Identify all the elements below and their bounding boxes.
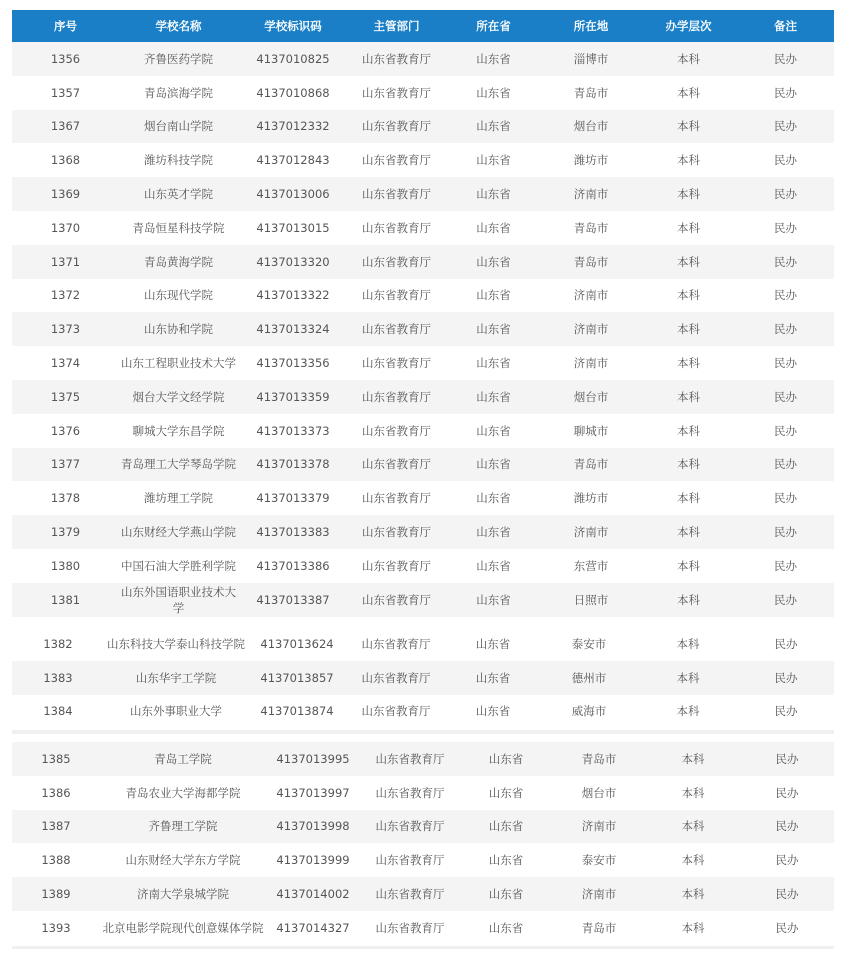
cell-school-name: 潍坊科技学院: [144, 153, 213, 168]
table-row: [12, 776, 834, 810]
cell-school-name: 青岛滨海学院: [144, 85, 213, 100]
cell-school-code: 4137013997: [276, 785, 350, 800]
cell-city: 潍坊市: [573, 153, 609, 168]
cell-note: 民办: [774, 85, 797, 100]
cell-note: 民办: [774, 704, 798, 719]
cell-department: 山东省教育厅: [362, 592, 431, 607]
cell-department: 山东省教育厅: [362, 153, 431, 168]
cell-province: 山东省: [476, 457, 511, 472]
cell-province: 山东省: [488, 887, 524, 902]
cell-note: 民办: [775, 751, 799, 766]
cell-city: 德州市: [571, 670, 607, 685]
cell-seq: 1377: [50, 457, 81, 472]
cell-province: 山东省: [475, 704, 511, 719]
cell-note: 民办: [774, 423, 797, 438]
cell-note: 民办: [774, 491, 797, 506]
cell-school-code: 4137013857: [260, 670, 334, 685]
cell-province: 山东省: [475, 636, 511, 651]
cell-level: 本科: [677, 389, 700, 404]
cell-school-name: 山东财经大学东方学院: [125, 853, 241, 868]
cell-province: 山东省: [488, 819, 524, 834]
header-department: 主管部门: [373, 19, 420, 33]
cell-note: 民办: [775, 887, 799, 902]
cell-school-name: 青岛黄海学院: [144, 254, 213, 269]
cell-school-name: 青岛恒星科技学院: [132, 220, 225, 235]
cell-level: 本科: [677, 491, 700, 506]
cell-note: 民办: [774, 558, 797, 573]
cell-school-code: 4137013379: [256, 491, 330, 506]
table-row: [12, 911, 834, 945]
cell-school-code: 4137013356: [256, 356, 330, 371]
cell-school-name: 中国石油大学胜利学院: [121, 558, 236, 573]
cell-school-code: 4137013998: [276, 819, 350, 834]
cell-city: 威海市: [571, 704, 607, 719]
cell-city: 济南市: [573, 288, 609, 303]
cell-city: 济南市: [581, 887, 617, 902]
cell-city: 潍坊市: [573, 491, 609, 506]
cell-department: 山东省教育厅: [375, 887, 445, 902]
cell-city: 聊城市: [573, 423, 609, 438]
cell-seq: 1382: [43, 636, 73, 651]
table-row: [12, 583, 834, 617]
cell-note: 民办: [775, 785, 799, 800]
cell-note: 民办: [775, 819, 799, 834]
header-school-name: 学校名称: [155, 19, 202, 33]
cell-seq: 1379: [50, 525, 81, 540]
table-row: [12, 661, 834, 695]
cell-level: 本科: [681, 785, 705, 800]
cell-seq: 1383: [43, 670, 73, 685]
table-row: [12, 627, 834, 661]
cell-school-name: 青岛工学院: [154, 751, 212, 766]
cell-city: 青岛市: [573, 85, 609, 100]
cell-department: 山东省教育厅: [362, 491, 431, 506]
cell-department: 山东省教育厅: [362, 288, 431, 303]
cell-school-name: 青岛农业大学海都学院: [125, 785, 241, 800]
cell-seq: 1375: [50, 389, 81, 404]
cell-province: 山东省: [476, 254, 511, 269]
cell-school-name: 青岛理工大学琴岛学院: [121, 457, 236, 472]
cell-school-code: 4137012332: [256, 119, 330, 134]
table-row: [12, 810, 834, 844]
cell-level: 本科: [677, 592, 700, 607]
header-seq: 序号: [54, 19, 77, 33]
table-row: [12, 245, 834, 279]
cell-level: 本科: [681, 853, 705, 868]
cell-seq: 1371: [50, 254, 81, 269]
cell-department: 山东省教育厅: [362, 525, 431, 540]
cell-seq: 1373: [50, 322, 81, 337]
table-row: [12, 414, 834, 448]
cell-department: 山东省教育厅: [362, 356, 431, 371]
cell-seq: 1385: [41, 751, 71, 766]
cell-seq: 1374: [50, 356, 81, 371]
cell-city: 淄博市: [573, 51, 609, 66]
header-school-code: 学校标识码: [264, 19, 322, 33]
cell-note: 民办: [774, 220, 797, 235]
cell-city: 青岛市: [573, 254, 609, 269]
cell-school-name: 山东工程职业技术大学: [121, 356, 236, 371]
cell-level: 本科: [677, 288, 700, 303]
cell-department: 山东省教育厅: [375, 785, 445, 800]
section-divider: [12, 730, 834, 734]
header-note: 备注: [774, 19, 797, 33]
cell-department: 山东省教育厅: [362, 220, 431, 235]
cell-department: 山东省教育厅: [362, 457, 431, 472]
cell-school-name: 山东华宇工学院: [135, 670, 217, 685]
cell-school-name: 山东英才学院: [144, 187, 213, 202]
cell-department: 山东省教育厅: [361, 704, 431, 719]
cell-note: 民办: [774, 153, 797, 168]
cell-school-name: 山东外事职业大学: [130, 704, 222, 719]
cell-school-code: 4137010825: [256, 51, 330, 66]
cell-school-name: 烟台大学文经学院: [132, 389, 225, 404]
cell-school-code: 4137013324: [256, 322, 330, 337]
cell-level: 本科: [677, 356, 700, 371]
cell-province: 山东省: [476, 153, 511, 168]
cell-note: 民办: [774, 592, 797, 607]
cell-city: 青岛市: [573, 457, 609, 472]
cell-level: 本科: [677, 322, 700, 337]
cell-level: 本科: [681, 920, 705, 935]
cell-seq: 1378: [50, 491, 81, 506]
cell-province: 山东省: [476, 119, 511, 134]
cell-province: 山东省: [476, 288, 511, 303]
cell-school-code: 4137013006: [256, 187, 330, 202]
cell-city: 青岛市: [581, 920, 617, 935]
cell-school-code: 4137013999: [276, 853, 350, 868]
cell-department: 山东省教育厅: [362, 389, 431, 404]
cell-city: 济南市: [573, 187, 609, 202]
cell-province: 山东省: [488, 920, 524, 935]
cell-level: 本科: [677, 254, 700, 269]
cell-seq: 1389: [41, 887, 71, 902]
cell-seq: 1357: [50, 85, 81, 100]
cell-level: 本科: [681, 751, 705, 766]
cell-department: 山东省教育厅: [362, 254, 431, 269]
cell-seq: 1388: [41, 853, 71, 868]
cell-city: 东营市: [573, 558, 609, 573]
cell-city: 日照市: [573, 592, 609, 607]
cell-city: 烟台市: [581, 785, 617, 800]
cell-province: 山东省: [476, 592, 511, 607]
cell-level: 本科: [681, 887, 705, 902]
cell-note: 民办: [774, 670, 798, 685]
cell-level: 本科: [677, 220, 700, 235]
cell-level: 本科: [676, 636, 700, 651]
cell-level: 本科: [677, 457, 700, 472]
cell-note: 民办: [774, 457, 797, 472]
cell-province: 山东省: [476, 220, 511, 235]
cell-province: 山东省: [476, 389, 511, 404]
cell-seq: 1387: [41, 819, 71, 834]
cell-note: 民办: [774, 288, 797, 303]
cell-seq: 1370: [50, 220, 81, 235]
cell-city: 济南市: [573, 525, 609, 540]
cell-school-code: 4137013386: [256, 558, 330, 573]
cell-school-name: 潍坊理工学院: [144, 491, 213, 506]
cell-level: 本科: [677, 51, 700, 66]
cell-school-name: 山东科技大学泰山科技学院: [107, 636, 245, 651]
table-row: [12, 742, 834, 776]
school-table-section-1: [12, 10, 834, 617]
table-row: [12, 877, 834, 911]
cell-province: 山东省: [476, 85, 511, 100]
header-city: 所在地: [573, 19, 609, 33]
table-row: [12, 177, 834, 211]
cell-school-code: 4137012843: [256, 153, 330, 168]
table-row: [12, 549, 834, 583]
cell-seq: 1380: [50, 558, 81, 573]
cell-department: 山东省教育厅: [362, 558, 431, 573]
cell-department: 山东省教育厅: [361, 670, 431, 685]
table-row: [12, 843, 834, 877]
cell-province: 山东省: [476, 187, 511, 202]
cell-province: 山东省: [476, 525, 511, 540]
table-row: [12, 346, 834, 380]
cell-province: 山东省: [488, 853, 524, 868]
cell-note: 民办: [775, 853, 799, 868]
cell-school-name: 齐鲁理工学院: [148, 819, 218, 834]
cell-department: 山东省教育厅: [362, 51, 431, 66]
cell-school-code: 4137013320: [256, 254, 330, 269]
cell-department: 山东省教育厅: [375, 819, 445, 834]
school-table-section-2: [12, 627, 834, 728]
cell-school-code: 4137013995: [276, 751, 350, 766]
cell-seq: 1369: [50, 187, 81, 202]
cell-province: 山东省: [476, 51, 511, 66]
cell-school-code: 4137013015: [256, 220, 330, 235]
cell-school-code: 4137013373: [256, 423, 330, 438]
cell-department: 山东省教育厅: [362, 119, 431, 134]
table-row: [12, 42, 834, 76]
cell-school-code: 4137013383: [256, 525, 330, 540]
cell-note: 民办: [774, 525, 797, 540]
cell-note: 民办: [774, 356, 797, 371]
cell-school-name: 山东协和学院: [144, 322, 213, 337]
cell-department: 山东省教育厅: [362, 187, 431, 202]
cell-level: 本科: [676, 704, 700, 719]
table-row: [12, 481, 834, 515]
cell-province: 山东省: [488, 785, 524, 800]
cell-level: 本科: [677, 187, 700, 202]
cell-department: 山东省教育厅: [362, 423, 431, 438]
table-row: [12, 143, 834, 177]
cell-note: 民办: [774, 389, 797, 404]
cell-city: 泰安市: [571, 636, 607, 651]
cell-province: 山东省: [476, 356, 511, 371]
cell-city: 烟台市: [573, 389, 609, 404]
cell-level: 本科: [677, 525, 700, 540]
cell-seq: 1376: [50, 423, 81, 438]
cell-city: 济南市: [573, 322, 609, 337]
cell-school-code: 4137013387: [256, 592, 330, 607]
cell-school-code: 4137013359: [256, 389, 330, 404]
cell-province: 山东省: [476, 491, 511, 506]
cell-school-name: 聊城大学东昌学院: [132, 423, 225, 438]
cell-school-name: 山东外国语职业技术大学: [121, 584, 236, 615]
cell-city: 泰安市: [581, 853, 617, 868]
cell-city: 济南市: [573, 356, 609, 371]
cell-department: 山东省教育厅: [361, 636, 431, 651]
cell-seq: 1372: [50, 288, 81, 303]
cell-note: 民办: [774, 254, 797, 269]
cell-department: 山东省教育厅: [362, 85, 431, 100]
cell-level: 本科: [676, 670, 700, 685]
cell-city: 烟台市: [573, 119, 609, 134]
cell-school-code: 4137013874: [260, 704, 334, 719]
cell-seq: 1368: [50, 153, 81, 168]
cell-level: 本科: [681, 819, 705, 834]
cell-province: 山东省: [476, 558, 511, 573]
school-table-section-3: [12, 742, 834, 945]
cell-note: 民办: [774, 119, 797, 134]
cell-province: 山东省: [476, 322, 511, 337]
cell-school-code: 4137010868: [256, 85, 330, 100]
cell-department: 山东省教育厅: [375, 751, 445, 766]
cell-school-name: 北京电影学院现代创意媒体学院: [102, 920, 264, 935]
table-row: [12, 312, 834, 346]
cell-school-name: 济南大学泉城学院: [137, 887, 229, 902]
cell-school-code: 4137014002: [276, 887, 350, 902]
table-bottom-divider: [12, 946, 834, 949]
table-row: [12, 76, 834, 110]
table-row: [12, 695, 834, 729]
cell-note: 民办: [774, 51, 797, 66]
cell-seq: 1381: [50, 592, 81, 607]
header-province: 所在省: [476, 19, 511, 33]
cell-province: 山东省: [488, 751, 524, 766]
cell-seq: 1367: [50, 119, 81, 134]
cell-province: 山东省: [476, 423, 511, 438]
cell-department: 山东省教育厅: [375, 920, 445, 935]
cell-seq: 1393: [41, 920, 71, 935]
cell-department: 山东省教育厅: [375, 853, 445, 868]
cell-level: 本科: [677, 153, 700, 168]
cell-school-name: 山东现代学院: [144, 288, 213, 303]
cell-level: 本科: [677, 119, 700, 134]
cell-note: 民办: [775, 920, 799, 935]
table-row: [12, 448, 834, 482]
cell-level: 本科: [677, 423, 700, 438]
table-row: [12, 211, 834, 245]
cell-school-code: 4137013378: [256, 457, 330, 472]
cell-province: 山东省: [475, 670, 511, 685]
cell-school-code: 4137013322: [256, 288, 330, 303]
cell-city: 济南市: [581, 819, 617, 834]
cell-level: 本科: [677, 558, 700, 573]
table-row: [12, 380, 834, 414]
cell-school-name: 烟台南山学院: [144, 119, 213, 134]
cell-department: 山东省教育厅: [362, 322, 431, 337]
cell-seq: 1356: [50, 51, 81, 66]
header-level: 办学层次: [665, 19, 712, 33]
cell-school-code: 4137014327: [276, 920, 350, 935]
cell-seq: 1384: [43, 704, 73, 719]
cell-seq: 1386: [41, 785, 71, 800]
cell-level: 本科: [677, 85, 700, 100]
cell-note: 民办: [774, 322, 797, 337]
table-row: [12, 110, 834, 144]
cell-city: 青岛市: [573, 220, 609, 235]
table-row: [12, 515, 834, 549]
cell-school-name: 齐鲁医药学院: [144, 51, 213, 66]
table-row: [12, 279, 834, 313]
cell-note: 民办: [774, 187, 797, 202]
cell-city: 青岛市: [581, 751, 617, 766]
cell-school-name: 山东财经大学燕山学院: [121, 525, 236, 540]
table-header: [12, 10, 834, 42]
cell-school-code: 4137013624: [260, 636, 334, 651]
cell-note: 民办: [774, 636, 798, 651]
